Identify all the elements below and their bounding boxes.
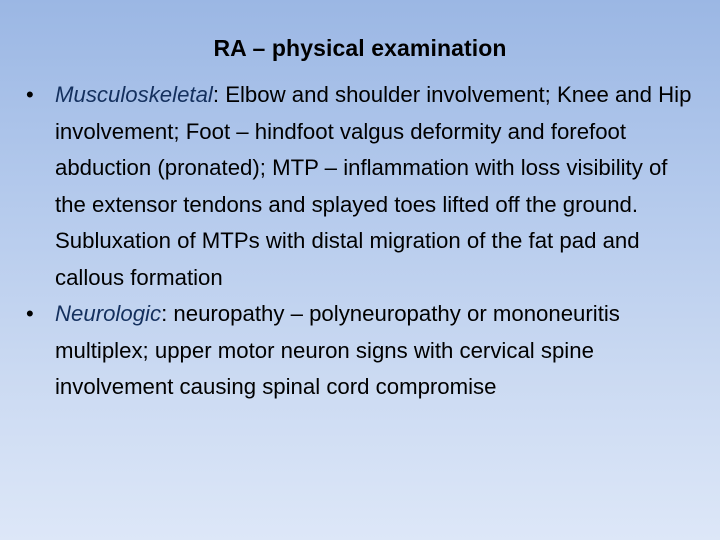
bullet-marker: • (26, 82, 34, 107)
bullet-term-musculoskeletal: Musculoskeletal (55, 82, 213, 107)
bullet-separator: : (161, 301, 168, 326)
bullet-separator: : (212, 82, 220, 107)
bullet-marker: • (26, 301, 34, 326)
bullet-term-neurologic: Neurologic (55, 301, 162, 326)
bullet-text-neurologic: neuropathy – polyneuropathy or mononeuritis multiplex; upper motor neuron signs with cervical spine involvement causing spinal cord compromise (55, 301, 620, 399)
bullet-neurologic (26, 296, 698, 406)
bullet-musculoskeletal (26, 77, 698, 296)
bullet-list (26, 77, 698, 406)
slide-title: RA – physical examination (213, 35, 507, 61)
bullet-text-musculoskeletal: Elbow and shoulder involvement; Knee and Hip involvement; Foot – hindfoot valgus deformity and forefoot abduction (pronated); MTP – inflammation with loss visibility of the extensor tendons and splayed toes lifted off the ground. Subluxation of MTPs with distal migration of the fat pad and callous formation (55, 82, 692, 290)
